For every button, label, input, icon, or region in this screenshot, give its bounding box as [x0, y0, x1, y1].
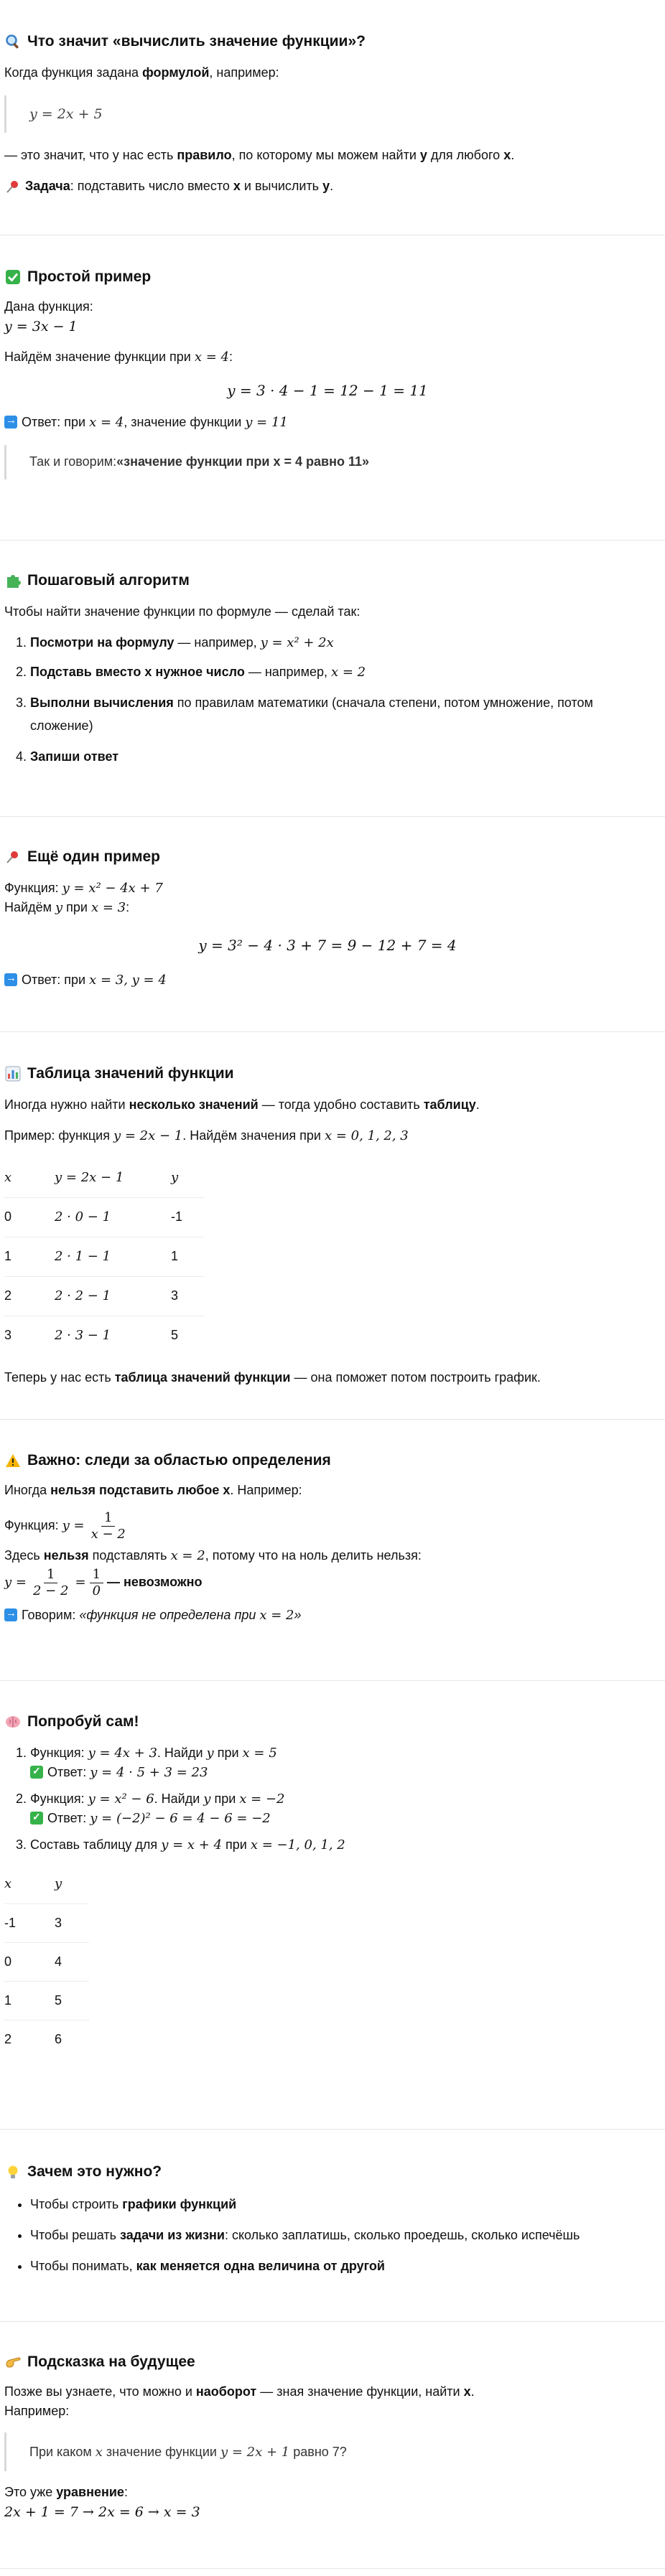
reasons-list — [4, 2195, 651, 2276]
calculation: y = 3 · 4 − 1 = 12 − 1 = 11 — [227, 381, 428, 399]
table-row: 3 2 · 3 − 1 5 — [4, 1328, 179, 1344]
answer-line: →Ответ: при x = 3, y = 4 — [4, 970, 651, 990]
exercises-list — [4, 1743, 651, 1855]
function-line: Функция: y = $\frac{1}{x - 2}$ — [4, 1510, 651, 1542]
list-item: 3. Выполни вычисления по правилам математики (сначала степени, потом умножение, потом сложение) — [30, 692, 651, 737]
section-what-means — [4, 32, 651, 196]
quote-block: При каком x значение функции y = 2x + 1 равно 7? — [4, 2432, 651, 2471]
table-row: -1 3 — [4, 1903, 89, 1942]
paragraph: Найдём y при x = 3: — [4, 900, 130, 915]
section-domain — [4, 1451, 651, 1625]
list-item: • Чтобы строить графики функций — [30, 2195, 651, 2214]
paragraph: Здесь нельзя подставлять x = 2, потому что на ноль делить нельзя: — [4, 1548, 422, 1564]
section-another-example — [4, 847, 651, 990]
section-future-hint — [4, 2352, 651, 2523]
check-icon — [30, 1766, 43, 1779]
section-heading: Таблица значений функции — [4, 1064, 651, 1084]
table-row: 0 4 — [4, 1942, 89, 1981]
paragraph: Иногда нельзя подставить любое x. Например: — [4, 1483, 302, 1497]
paragraph: Чтобы найти значение функции по формуле — сделай так: — [4, 604, 361, 619]
divider — [0, 2568, 665, 2569]
bar-chart-icon — [4, 1065, 22, 1082]
paragraph: Дана функция: — [4, 299, 93, 314]
table-row: 1 5 — [4, 1981, 89, 2020]
lightbulb-icon — [4, 2163, 22, 2181]
section-heading: Простой пример — [4, 267, 651, 287]
arrow-right-icon — [4, 1608, 17, 1621]
pushpin-icon — [4, 178, 22, 195]
pushpin-icon — [4, 848, 22, 866]
warning-icon — [4, 1452, 22, 1469]
list-item: 4. Запиши ответ — [30, 747, 651, 767]
section-heading: Подсказка на будущее — [4, 2352, 651, 2372]
steps-list — [4, 633, 651, 767]
section-heading: Попробуй сам! — [4, 1712, 651, 1732]
list-item: 2. Подставь вместо x нужное число — например, x = 2 — [30, 662, 651, 682]
section-heading: Что значит «вычислить значение функции»? — [4, 32, 651, 52]
brain-icon — [4, 1713, 22, 1730]
task-line: Задача: подставить число вместо x и вычислить y. — [4, 177, 651, 196]
section-try-yourself — [4, 1712, 651, 2059]
section-why-needed — [4, 2162, 651, 2286]
arrow-right-icon — [4, 416, 17, 428]
exercise-table — [4, 1865, 89, 2059]
fraction: $\frac{1}{2 - 2}$ — [33, 1567, 69, 1598]
list-item: 3. Составь таблицу для y = x + 4 при x = −1, 0, 1, 2 — [30, 1835, 651, 1855]
section-heading: Ещё один пример — [4, 847, 651, 867]
function-formula: y = 3x − 1 — [4, 319, 78, 334]
table-row: 0 2 · 0 − 1 -1 — [4, 1197, 204, 1237]
check-icon — [30, 1812, 43, 1825]
answer-line: →Говорим: «функция не определена при x = 2» — [4, 1606, 651, 1625]
paragraph: Иногда нужно найти несколько значений — тогда удобно составить таблицу. — [4, 1097, 480, 1112]
answer-line: →Ответ: при x = 4, значение функции y = 11 — [4, 413, 651, 432]
calculation: y = $\frac{1}{2 - 2}$ = $\frac{1}{0}$ — невозможно — [4, 1567, 203, 1598]
pointing-hand-icon — [4, 2353, 22, 2371]
table-row: 2 6 — [4, 2031, 62, 2046]
quote-block: Так и говорим: «значение функции при x = 4 равно 11» — [4, 445, 651, 479]
paragraph: Когда функция задана формулой, например: — [4, 65, 279, 80]
formula-quote: y = 2x + 5 — [4, 95, 651, 133]
paragraph: Функция: y = x² − 4x + 7 — [4, 881, 163, 896]
section-heading: Важно: следи за областью определения — [4, 1451, 651, 1471]
list-item: 1. Посмотри на формулу — например, y = x² + 2x — [30, 633, 651, 652]
paragraph: Например: — [4, 2404, 70, 2418]
list-item: 2. Функция: y = x² − 6. Найди y при x = −2 ✓Ответ: y = (−2)² − 6 = 4 − 6 = −2 — [30, 1789, 651, 1828]
puzzle-icon — [4, 572, 22, 589]
section-simple-example — [4, 267, 651, 479]
paragraph: Найдём значение функции при x = 4: — [4, 349, 233, 365]
paragraph: Пример: функция y = 2x − 1. Найдём значения при x = 0, 1, 2, 3 — [4, 1128, 409, 1143]
magnifier-icon — [4, 33, 22, 50]
arrow-right-icon — [4, 973, 17, 986]
calculation: y = 3² − 4 · 3 + 7 = 9 − 12 + 7 = 4 — [198, 937, 457, 954]
section-heading: Пошаговый алгоритм — [4, 571, 651, 591]
paragraph: Позже вы узнаете, что можно и наоборот — зная значение функции, найти x. — [4, 2384, 475, 2399]
paragraph: — это значит, что у нас есть правило, по которому мы можем найти y для любого x. — [4, 148, 515, 162]
values-table — [4, 1158, 204, 1355]
divider — [0, 1680, 665, 1681]
divider — [0, 2129, 665, 2130]
table-header-row: x y = 2x − 1 y — [4, 1158, 204, 1197]
fraction: $\frac{1}{x - 2}$ — [90, 1510, 126, 1542]
equation: 2x + 1 = 7 → 2x = 6 → x = 3 — [4, 2504, 200, 2520]
list-item: • Чтобы решать задачи из жизни: сколько заплатишь, сколько проедешь, сколько испечёшь — [30, 2226, 651, 2245]
list-item: • Чтобы понимать, как меняется одна величина от другой — [30, 2257, 651, 2276]
divider — [0, 2321, 665, 2322]
paragraph: Теперь у нас есть таблица значений функции — она поможет потом построить график. — [4, 1370, 541, 1385]
table-row: 2 2 · 2 − 1 3 — [4, 1276, 204, 1316]
section-value-table — [4, 1064, 651, 1387]
divider — [0, 816, 665, 817]
list-item: 1. Функция: y = 4x + 3. Найди y при x = 5 ✓Ответ: y = 4 · 5 + 3 = 23 — [30, 1743, 651, 1782]
divider — [0, 1419, 665, 1420]
divider — [0, 1031, 665, 1032]
table-header-row: x y — [4, 1865, 89, 1903]
check-box-icon — [4, 268, 22, 286]
table-row: 1 2 · 1 − 1 1 — [4, 1237, 204, 1276]
section-heading: Зачем это нужно? — [4, 2162, 651, 2182]
fraction: $\frac{1}{0}$ — [90, 1567, 103, 1598]
section-algorithm — [4, 571, 651, 777]
paragraph: Это уже уравнение: — [4, 2485, 128, 2499]
